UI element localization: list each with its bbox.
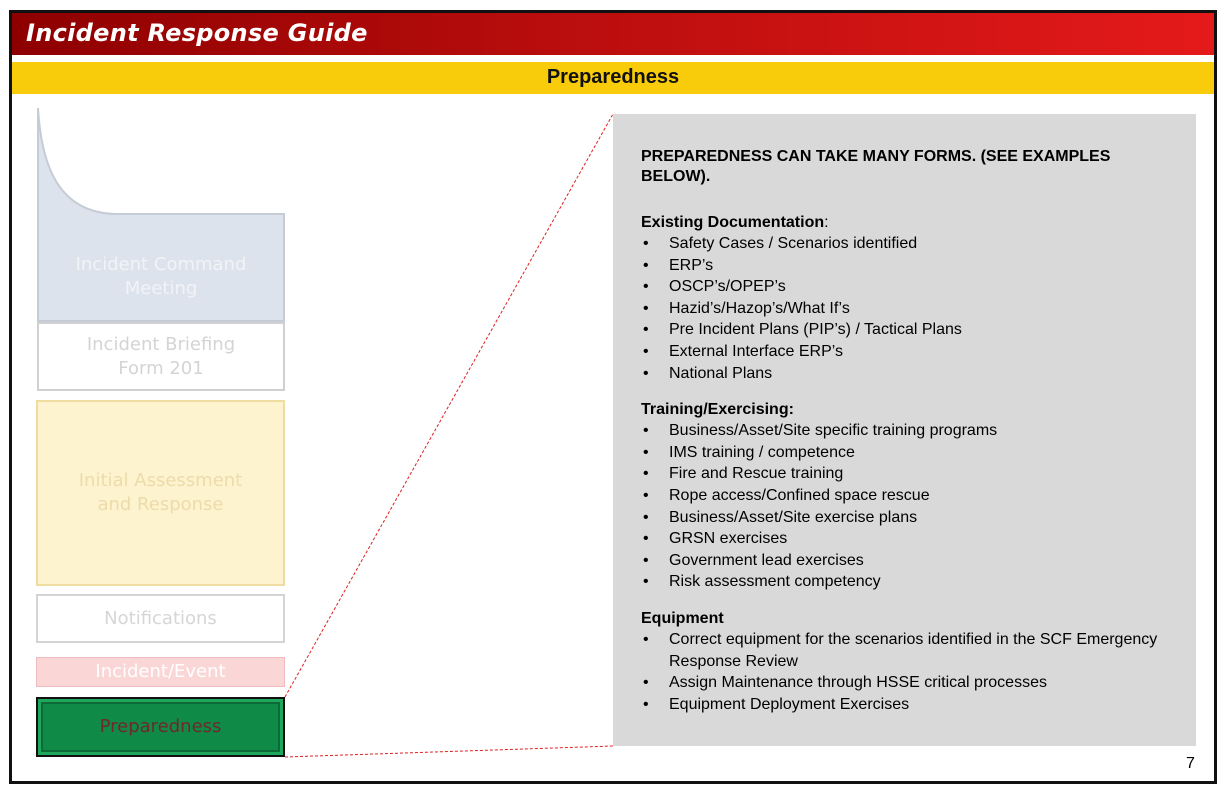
bullet-list [641,233,1168,384]
list-item: • Risk assessment competency [641,571,1168,593]
list-item: • National Plans [641,363,1168,385]
list-item: • ERP’s [641,255,1168,277]
incident-command-label-line1: Incident Command [75,254,247,275]
list-item: • Equipment Deployment Exercises [641,694,1168,716]
section-heading-text: Training/Exercising: [641,401,794,419]
section-heading-suffix: : [824,214,829,231]
panel-section [641,609,1168,715]
list-item: • IMS training / competence [641,442,1168,464]
section-heading [641,609,1168,629]
connector-line-top [285,114,613,697]
list-item: • Rope access/Confined space rescue [641,485,1168,507]
bullet-list [641,420,1168,593]
briefing-label: Incident Briefing Form 201 [86,333,236,379]
preparedness-detail-panel [613,114,1196,746]
list-item: • OSCP’s/OPEP’s [641,276,1168,298]
preparedness-label: Preparedness [99,716,222,737]
list-item: • Fire and Rescue training [641,463,1168,485]
list-item: • Correct equipment for the scenarios identified in the SCF Emergency Response Review [641,629,1168,672]
page-number: 7 [1186,755,1195,772]
section-heading [641,400,1168,420]
list-item: • Government lead exercises [641,550,1168,572]
incident-event-label: Incident/Event [95,661,226,682]
list-item: • Business/Asset/Site specific training programs [641,420,1168,442]
incident-command-label-line2: Meeting [124,278,198,299]
bullet-list [641,629,1168,715]
list-item: • Safety Cases / Scenarios identified [641,233,1168,255]
panel-section [641,213,1168,384]
section-heading-text: Existing Documentation [641,214,825,231]
connector-line-bottom [285,746,613,757]
list-item: • Assign Maintenance through HSSE critical processes [641,672,1168,694]
initial-label: Initial Assessment and Response [78,470,243,515]
panel-section [641,400,1168,593]
section-title: Preparedness [546,66,680,88]
list-item: • GRSN exercises [641,528,1168,550]
guide-title: Incident Response Guide [26,19,368,47]
notifications-label: Notifications [104,607,217,629]
list-item: • Business/Asset/Site exercise plans [641,507,1168,529]
section-heading [641,213,1168,233]
panel-intro: PREPAREDNESS CAN TAKE MANY FORMS. (SEE EXAMPLES BELOW). [641,148,1111,185]
list-item: • Hazid’s/Hazop’s/What If’s [641,298,1168,320]
section-heading-text: Equipment [641,609,724,627]
list-item: • External Interface ERP’s [641,341,1168,363]
list-item: • Pre Incident Plans (PIP’s) / Tactical Plans [641,319,1168,341]
